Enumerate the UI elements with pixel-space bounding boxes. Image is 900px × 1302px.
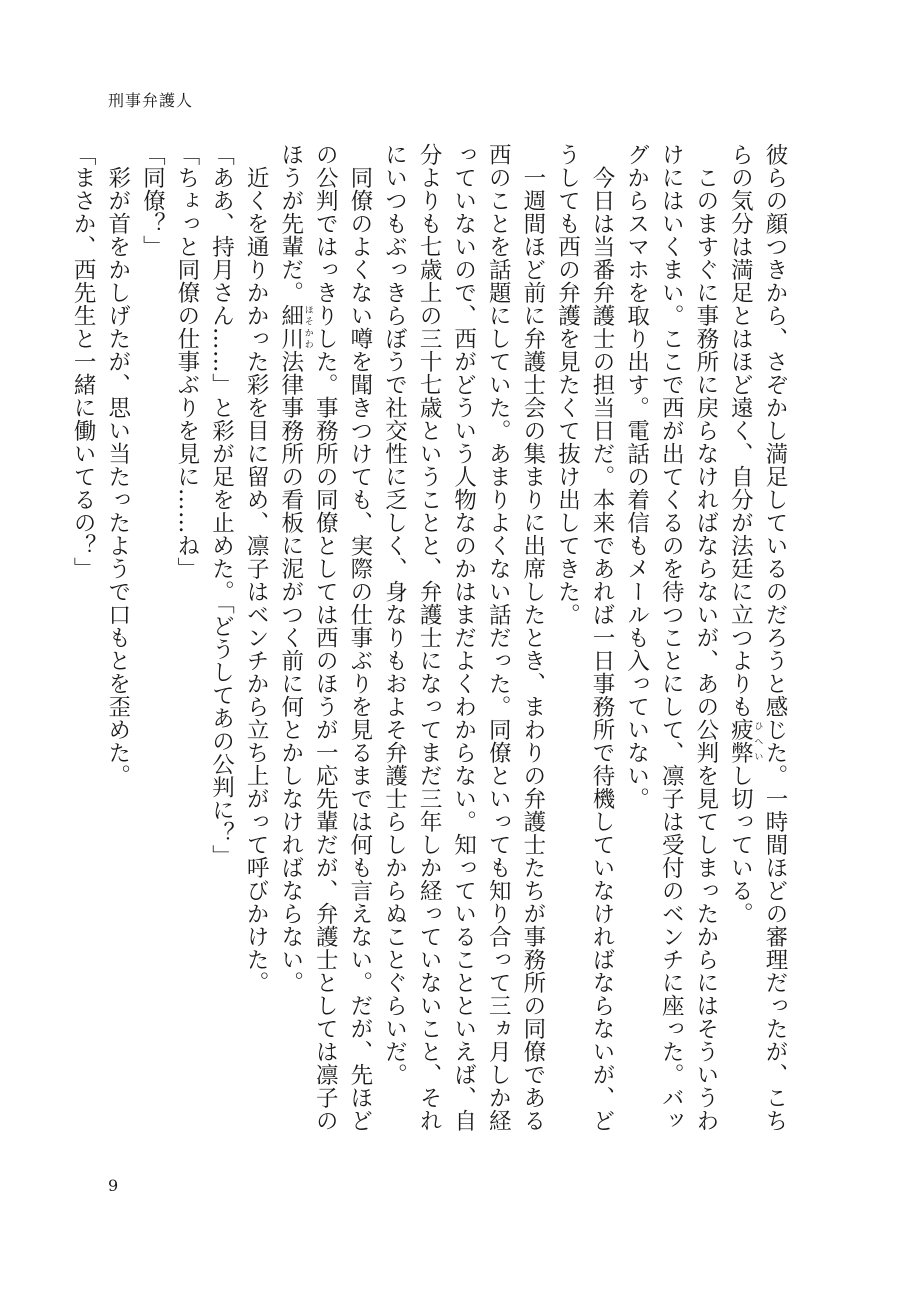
dialogue-line-2	[169, 143, 204, 1153]
paragraph-1	[723, 143, 792, 1153]
paragraph-7	[100, 143, 135, 1153]
dialogue-line-1	[204, 143, 239, 1153]
paragraph-text: 近くを通りかかった彩を目に留め、凛子はベンチから立ち上がって呼びかけた。	[243, 166, 270, 994]
ruby-reading: ひへい	[752, 718, 763, 764]
dialogue-line-4	[66, 143, 101, 1153]
paragraph-text: 「ちょっと同僚の仕事ぶりを見に……ね」	[173, 143, 200, 580]
paragraph-2	[619, 143, 723, 1153]
paragraph-text: 法律事務所の看板に泥がつく前に何とかしなければならない。	[277, 350, 304, 994]
paragraph-6	[239, 143, 274, 1153]
paragraph-3	[550, 143, 619, 1153]
ruby-word	[277, 304, 313, 350]
dialogue-line-3	[135, 143, 170, 1153]
paragraph-text: このますぐに事務所に戻らなければならないが、あの公判を見てしまったからにはそういうわけにはいくまい。ここで西が出てくるのを待つことにして、凛子は受付のベンチに座った。バッグからスマホを取り出す。電話の着信もメールも入っていない。	[623, 143, 719, 1132]
paragraph-5	[273, 143, 377, 1153]
paragraph-text: 「同僚？」	[139, 143, 166, 258]
page-number: 9	[108, 1176, 119, 1195]
paragraph-text: し切っている。	[727, 764, 754, 925]
paragraph-text: 今日は当番弁護士の担当日だ。本来であれば一日事務所で待機していなければならないが、どうしても西の弁護を見たくて抜け出してきた。	[554, 143, 616, 1132]
paragraph-text: 一週間ほど前に弁護士会の集まりに出席したとき、まわりの弁護士たちが事務所の同僚である西のことを話題にしていた。あまりよくない話だった。同僚といっても知り合って三ヵ月しか経っていないので、西がどういう人物なのかはまだよくわからない。知っていることといえば、自分よりも七歳上の三十七歳ということと、弁護士になってまだ三年しか経っていないこと、それにいつもぶっきらぼうで社交性に乏しく、身なりもおよそ弁護士らしからぬことぐらいだ。	[381, 143, 546, 1132]
paragraph-text: 彩が首をかしげたが、思い当たったようで口もとを歪めた。	[104, 166, 131, 787]
ruby-base: 疲弊	[727, 718, 754, 764]
paragraph-text: 「ああ、持月さん……」と彩が足を止めた。「どうしてあの公判に？」	[208, 143, 235, 868]
ruby-base: 細川	[277, 304, 304, 350]
running-header: 刑事弁護人	[108, 91, 194, 110]
paragraph-text: 彼らの顔つきから、さぞかし満足しているのだろうと感じた。一時間ほどの審理だったが、こちらの気分は満足とはほど遠く、自分が法廷に立つよりも	[727, 143, 788, 1132]
ruby-word	[727, 718, 763, 764]
paragraph-4	[377, 143, 550, 1153]
paragraph-text: 同僚のよくない噂を聞きつけても、実際の仕事ぶりを見るまでは何も言えない。だが、先ほどの公判ではっきりした。事務所の同僚としては西のほうが一応先輩だが、弁護士としては凛子のほうが先輩だ。	[277, 143, 373, 1132]
vertical-text-body	[70, 143, 792, 1153]
ruby-reading: ほそかわ	[302, 304, 313, 350]
paragraph-text: 「まさか、西先生と一緒に働いてるの？」	[70, 143, 97, 580]
